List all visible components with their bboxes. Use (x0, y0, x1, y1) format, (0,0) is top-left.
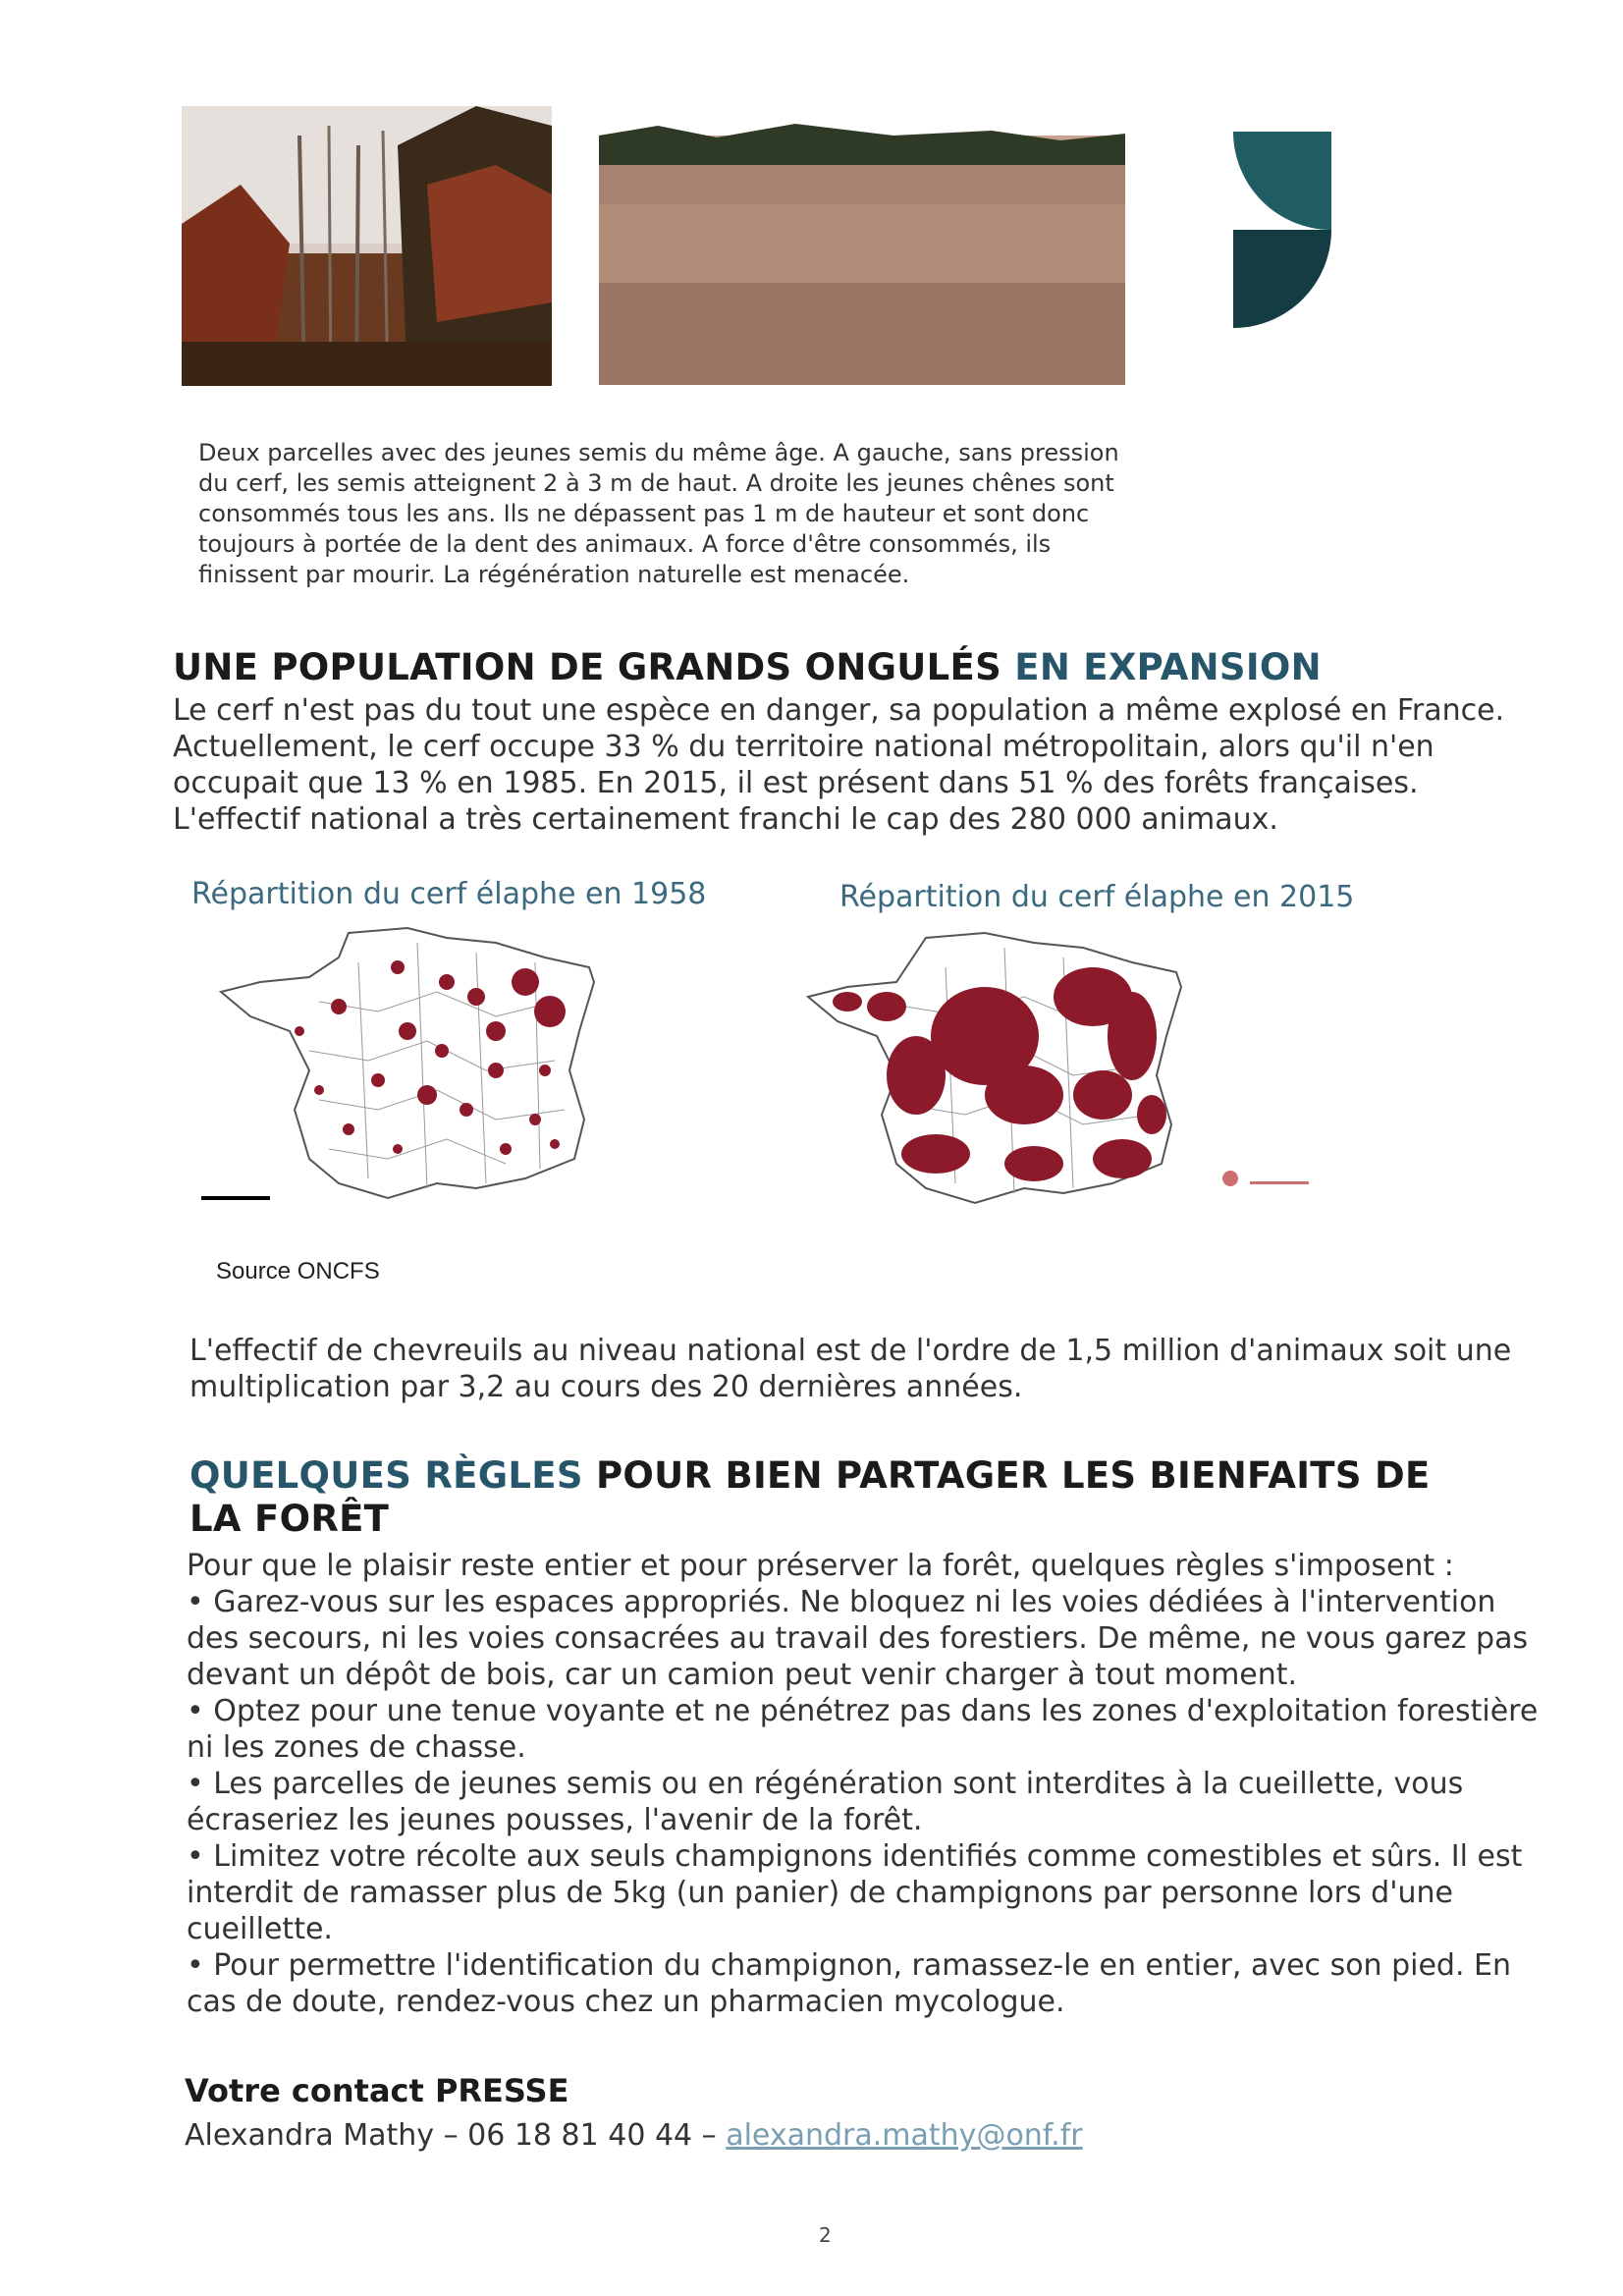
population-paragraph: Le cerf n'est pas du tout une espèce en danger, sa population a même explosé en France. Actuellement, le cerf occupe 33 % du territoire national métropolitain, alors qu'il n'en occupait que 13 % en 1985. En 2015, il est présent dans 51 % des forêts françaises. L'effectif national a très certainement franchi le cap des 280 000 animaux. (173, 693, 1505, 837)
rule-item: • Pour permettre l'identification du champignon, ramassez-le en entier, avec son pied. En cas de doute, rendez-vous chez un pharmacien mycologue. (187, 1948, 1512, 2019)
contact-line (185, 2118, 1083, 2153)
map-title-1958: Répartition du cerf élaphe en 1958 (191, 877, 707, 911)
contact-title: Votre contact PRESSE (185, 2072, 569, 2109)
photo-caption: Deux parcelles avec des jeunes semis du même âge. A gauche, sans pression du cerf, les semis atteignent 2 à 3 m de haut. A droite les jeunes chênes sont consommés tous les ans. Ils ne dépassent pas 1 m de hauteur et sont donc toujours à portée de la dent des animaux. A force d'être consommés, ils finissent par mourir. La régénération naturelle est menacée. (198, 439, 1119, 588)
rule-item: • Limitez votre récolte aux seuls champignons identifiés comme comestibles et sûrs. Il est interdit de ramasser plus de 5kg (un panier) de champignons par personne lors d'une cueillette. (187, 1839, 1523, 1946)
heading-dark-part: POUR BIEN PARTAGER LES BIENFAITS DE LA FORÊT (189, 1454, 1431, 1540)
photo-forest-left (182, 106, 552, 386)
rule-item: • Les parcelles de jeunes semis ou en régénération sont interdites à la cueillette, vous écraseriez les jeunes pousses, l'avenir de la forêt. (187, 1767, 1464, 1837)
map-title-2015: Répartition du cerf élaphe en 2015 (839, 880, 1355, 914)
map-source: Source ONCFS (216, 1258, 380, 1285)
rule-item: • Optez pour une tenue voyante et ne pénétrez pas dans les zones d'exploitation forestière ni les zones de chasse. (187, 1694, 1539, 1765)
heading-dark-part: UNE POPULATION DE GRANDS ONGULÉS (173, 646, 1002, 688)
heading-accent-part: QUELQUES RÈGLES (189, 1454, 583, 1497)
chevreuils-paragraph: L'effectif de chevreuils au niveau national est de l'ordre de 1,5 million d'animaux soit une multiplication par 3,2 au cours des 20 dernières années. (189, 1334, 1512, 1404)
regles-body (187, 1548, 1551, 2020)
section-heading-population (173, 646, 1528, 689)
map-france-2015 (788, 928, 1319, 1228)
photo-grassland-right (599, 116, 1125, 385)
rule-item: • Garez-vous sur les espaces appropriés. Ne bloquez ni les voies dédiées à l'intervention des secours, ni les voies consacrées au travail des forestiers. De même, ne vous garez pas devant un dépôt de bois, car un camion peut venir charger à tout moment. (187, 1585, 1529, 1692)
page-number: 2 (819, 2223, 832, 2247)
contact-email-link[interactable]: alexandra.mathy@onf.fr (726, 2118, 1083, 2153)
map-france-1958 (201, 923, 614, 1213)
onf-logo-icon (1233, 132, 1331, 328)
heading-accent-part: EN EXPANSION (1014, 646, 1322, 688)
contact-name-phone: Alexandra Mathy – 06 18 81 40 44 – (185, 2118, 727, 2153)
section-heading-regles (189, 1454, 1486, 1541)
regles-intro: Pour que le plaisir reste entier et pour préserver la forêt, quelques règles s'imposent : (187, 1549, 1454, 1583)
